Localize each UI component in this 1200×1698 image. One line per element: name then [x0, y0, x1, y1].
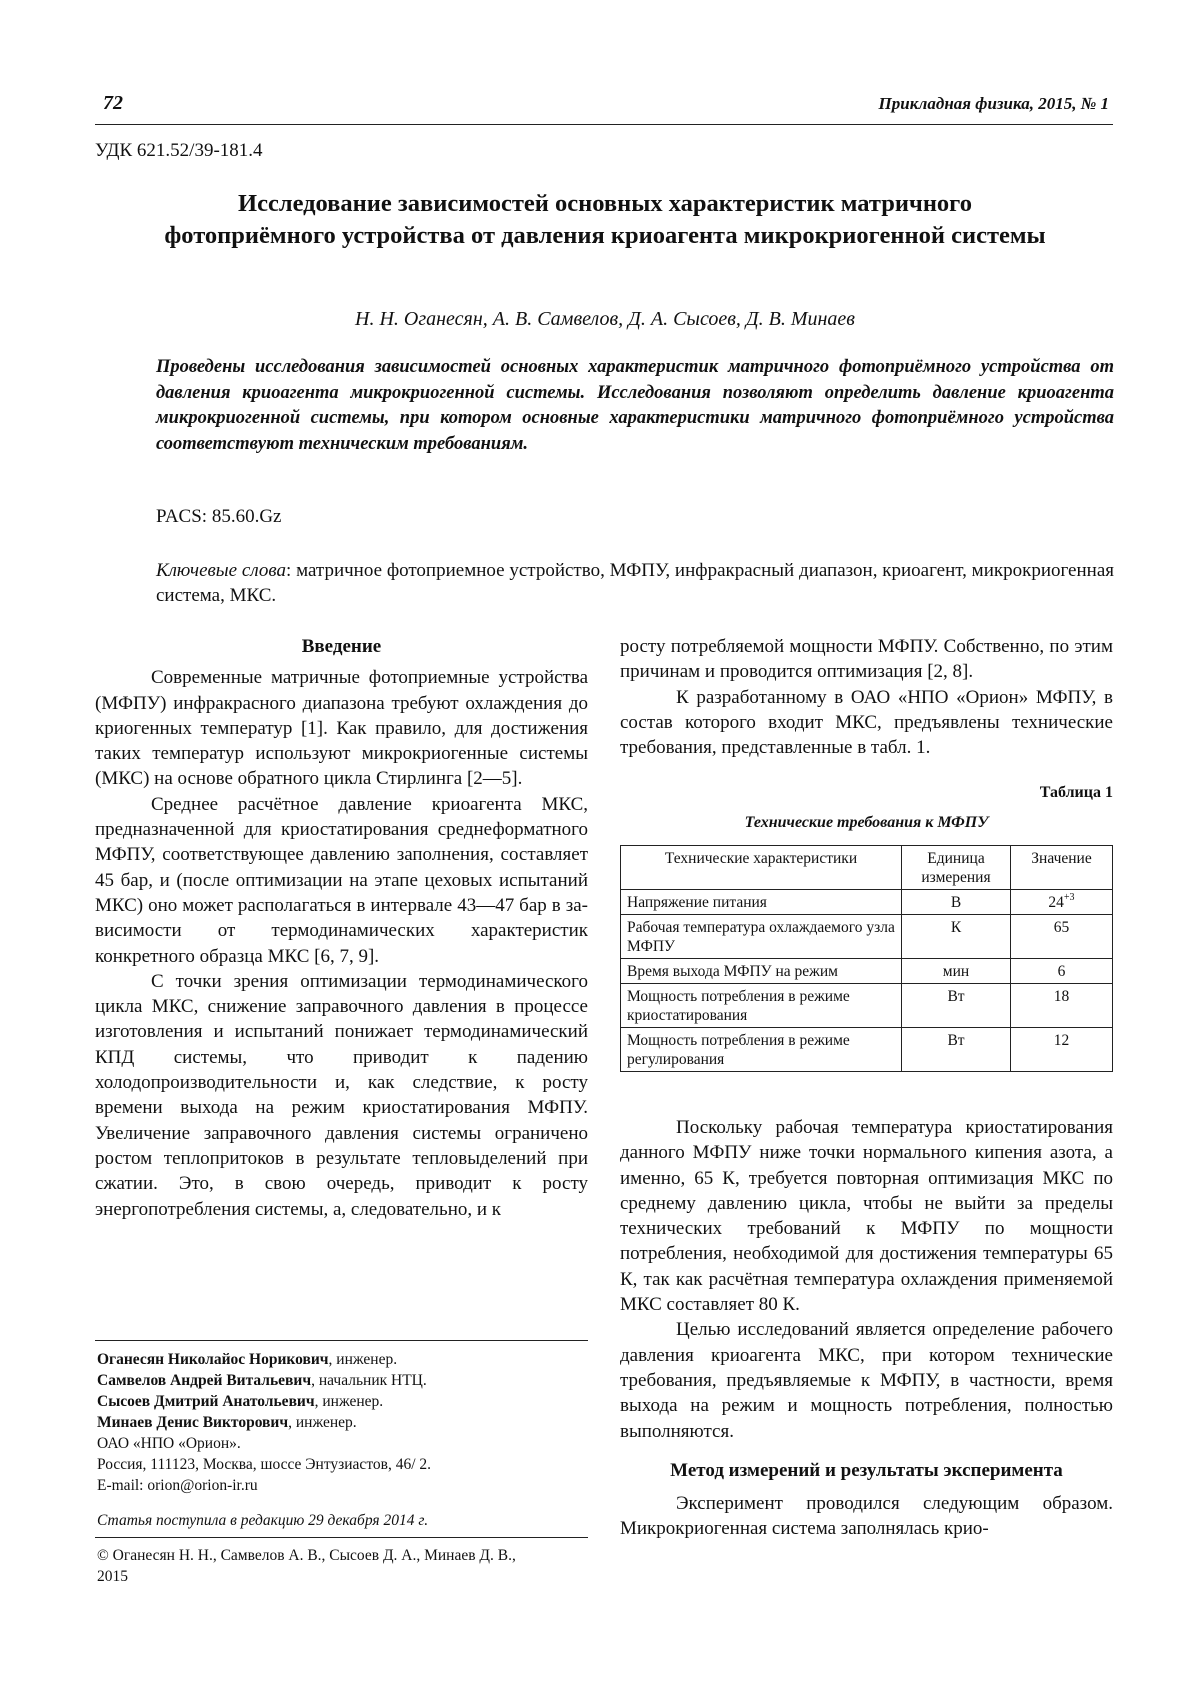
table-row	[621, 1028, 1113, 1072]
table-label: Таблица 1	[1039, 784, 1113, 801]
table-cell: Напряжение питания	[621, 890, 902, 915]
page-header	[95, 92, 1113, 122]
table-row	[621, 915, 1113, 959]
header-rule	[95, 124, 1113, 125]
left-column	[95, 634, 588, 1222]
table-cell: 6	[1011, 959, 1113, 984]
pacs-code: PACS: 85.60.Gz	[156, 506, 282, 527]
table-cell: 12	[1011, 1028, 1113, 1072]
table-cell: 65	[1011, 915, 1113, 959]
table-header-cell: Значение	[1011, 846, 1113, 890]
table-cell: В	[902, 890, 1011, 915]
section-title-method: Метод измерений и результаты эксперимента	[670, 1459, 1063, 1481]
organization: ОАО «НПО «Орион».	[97, 1435, 241, 1452]
table-cell: мин	[902, 959, 1011, 984]
author-line: Самвелов Андрей Витальевич, начальник НТЦ.	[97, 1372, 427, 1389]
author-footnote	[97, 1349, 590, 1496]
paragraph: Современные матричные фотоприемные устройства (МФПУ) инфракрасного диапазона требуют охлаждения до криогенных температур [1]. Как правило, для достижения таких температур используют микрокриогенные системы (МКС) на основе обратного цикла Стирлинга [2—5].	[95, 667, 588, 790]
address: Россия, 111123, Москва, шоссе Энтузиастов, 46/ 2.	[97, 1456, 432, 1473]
table-cell: Мощность потребления в режиме регулирования	[621, 1028, 902, 1072]
paragraph: Среднее расчётное давление криоагента МКС, предназначенной для криостатирования среднеформатного МФПУ, соответствующее давлению заполнения, составляет 45 бар, и (после оптимизации на этапе цеховых испытаний МКС) оно может располагаться в интервале 43—47 бар в зависимости от термодинамических характеристик конкретного образца МКС [6, 7, 9].	[95, 793, 588, 967]
table-cell: Мощность потребления в режиме криостатирования	[621, 984, 902, 1028]
table-cell: 18	[1011, 984, 1113, 1028]
paragraph: Целью исследований является определение рабочего давления криоагента МКС, при котором технические требования, предъявляемые к МФПУ, в частности, время выхода на режим и мощность потребления, полностью выполняются.	[620, 1319, 1113, 1442]
abstract: Проведены исследования зависимостей основных характеристик матричного фотоприёмного устройства от давления криоагента микрокриогенной системы. Исследования позволяют определить давление криоагента микрокриогенной системы, при котором основные характеристики матричного фотоприёмного устройства соответствуют техническим требованиям.	[156, 357, 1114, 454]
table-row	[621, 890, 1113, 915]
right-column-top	[620, 634, 1113, 760]
table-header-cell: Технические характеристики	[621, 846, 902, 890]
right-column-bottom	[620, 1115, 1113, 1542]
footnote-rule	[95, 1340, 588, 1341]
author-line: Минаев Денис Викторович, инженер.	[97, 1414, 357, 1431]
table-cell: Вт	[902, 1028, 1011, 1072]
table-cell: Рабочая температура охлаждаемого узла МФПУ	[621, 915, 902, 959]
table-cell: Вт	[902, 984, 1011, 1028]
received-date: Статья поступила в редакцию 29 декабря 2014 г.	[97, 1512, 429, 1529]
keywords-label: Ключевые слова	[156, 560, 286, 581]
article-title: Исследование зависимостей основных характеристик матричного фотоприёмного устройства от давления криоагента микрокриогенной системы	[164, 190, 1046, 249]
paragraph: Эксперимент проводился следующим образом. Микрокриогенная система заполнялась крио-	[620, 1493, 1113, 1540]
paragraph: росту потребляемой мощности МФПУ. Собственно, по этим причинам и проводится оптимизация [2, 8].	[620, 636, 1113, 683]
keywords	[156, 558, 1114, 608]
section-title-introduction: Введение	[301, 636, 382, 657]
table-cell: К	[902, 915, 1011, 959]
table-header-cell: Единица измерения	[902, 846, 1011, 890]
page-number: 72	[103, 92, 123, 114]
email: E-mail: orion@orion-ir.ru	[97, 1477, 258, 1494]
author-line: Сысоев Дмитрий Анатольевич, инженер.	[97, 1393, 384, 1410]
requirements-table	[620, 845, 1113, 1072]
article-authors: Н. Н. Оганесян, А. В. Самвелов, Д. А. Сысоев, Д. В. Минаев	[355, 308, 855, 330]
journal-name: Прикладная физика, 2015, № 1	[878, 94, 1109, 113]
table-row	[621, 959, 1113, 984]
table-row	[621, 984, 1113, 1028]
paragraph: Поскольку рабочая температура криостатирования данного МФПУ ниже точки нормального кипения азота, а именно, 65 К, требуется повторная оптимизация МКС по среднему давлению цикла, чтобы не выйти за пределы технических требований к МФПУ по мощности потребления, необходимой для достижения температуры 65 К, так как расчётная температура охлаждения применяемой МКС составляет 80 К.	[620, 1117, 1113, 1316]
copyright: © Оганесян Н. Н., Самвелов А. В., Сысоев Д. А., Минаев Д. В., 2015	[97, 1547, 516, 1585]
paragraph: С точки зрения оптимизации термодинамического цикла МКС, снижение заправочного давления в процессе изготовления и испытаний понижает термодинамический КПД системы, что приводит к падению холодопроизводительности и, как следствие, к росту времени выхода на режим криостатирования МФПУ. Увеличение заправочного давления системы ограничено ростом теплопритоков в результате тепловыделений при сжатии. Это, в свою очередь, приводит к росту энергопотребления системы, а, следовательно, и к	[95, 970, 588, 1220]
table-cell: $24^{+3}$	[1011, 890, 1113, 915]
paragraph: К разработанному в ОАО «НПО «Орион» МФПУ, в состав которого входит МКС, предъявлены технические требования, представленные в табл. 1.	[620, 686, 1113, 759]
table-caption: Технические требования к МФПУ	[744, 814, 989, 831]
copyright-rule	[95, 1537, 588, 1538]
table-header-row	[621, 846, 1113, 890]
table-cell: Время выхода МФПУ на режим	[621, 959, 902, 984]
udk-code: УДК 621.52/39-181.4	[95, 140, 263, 161]
author-line: Оганесян Николайос Норикович, инженер.	[97, 1351, 398, 1368]
keywords-text: : матричное фотоприемное устройство, МФПУ, инфракрасный диапазон, криоагент, микрокриогенная система, МКС.	[156, 560, 1114, 606]
